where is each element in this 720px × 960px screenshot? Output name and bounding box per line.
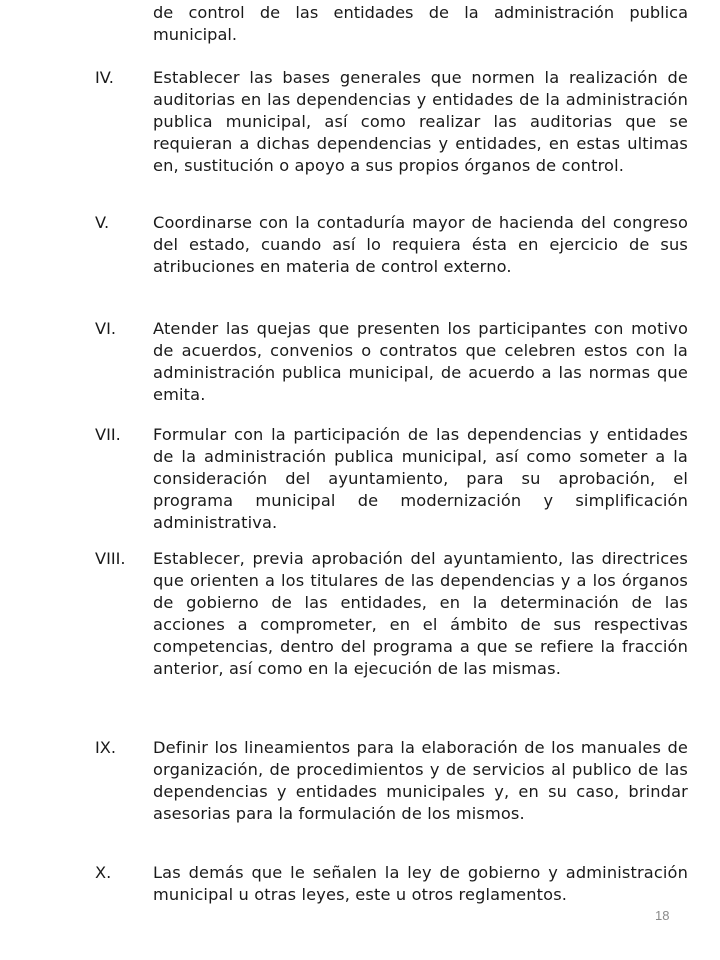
intro-continuation-text: de control de las entidades de la administración publica municipal. [153,3,688,44]
item-text: Formular con la participación de las dependencias y entidades de la administración publica municipal, así como someter a la consideración del ayuntamiento, para su aprobación, el programa municipal de modernización y simplificación administrativa. [153,425,688,532]
item-numeral: V. [95,213,110,232]
item-numeral: VII. [95,425,121,444]
item-text: Coordinarse con la contaduría mayor de hacienda del congreso del estado, cuando así lo requiera ésta en ejercicio de sus atribuciones en materia de control externo. [153,213,688,276]
item-numeral: IX. [95,738,117,757]
item-text: Establecer, previa aprobación del ayuntamiento, las directrices que orienten a los titulares de las dependencias y a los órganos de gobierno de las entidades, en la determinación de las acciones a comprometer, en el ámbito de sus respectivas competencias, dentro del programa a que se refiere la fracción anterior, así como en la ejecución de las mismas. [153,549,688,678]
page-number: 18 [655,908,670,923]
item-text: Atender las quejas que presenten los participantes con motivo de acuerdos, convenios o contratos que celebren estos con la administración publica municipal, de acuerdo a las normas que emita. [153,319,688,404]
item-numeral: VI. [95,319,116,338]
item-numeral: VIII. [95,549,126,568]
item-text: Las demás que le señalen la ley de gobierno y administración municipal u otras leyes, este u otros reglamentos. [153,863,688,904]
item-text: Definir los lineamientos para la elaboración de los manuales de organización, de procedimientos y de servicios al publico de las dependencias y entidades municipales y, en su caso, brindar asesorias para la formulación de los mismos. [153,738,688,823]
item-numeral: X. [95,863,112,882]
item-text: Establecer las bases generales que normen la realización de auditorias en las dependencias y entidades de la administración publica municipal, así como realizar las auditorias que se requieran a dichas dependencias y entidades, en estas ultimas en, sustitución o apoyo a sus propios órganos de control. [153,68,688,175]
item-numeral: IV. [95,68,114,87]
